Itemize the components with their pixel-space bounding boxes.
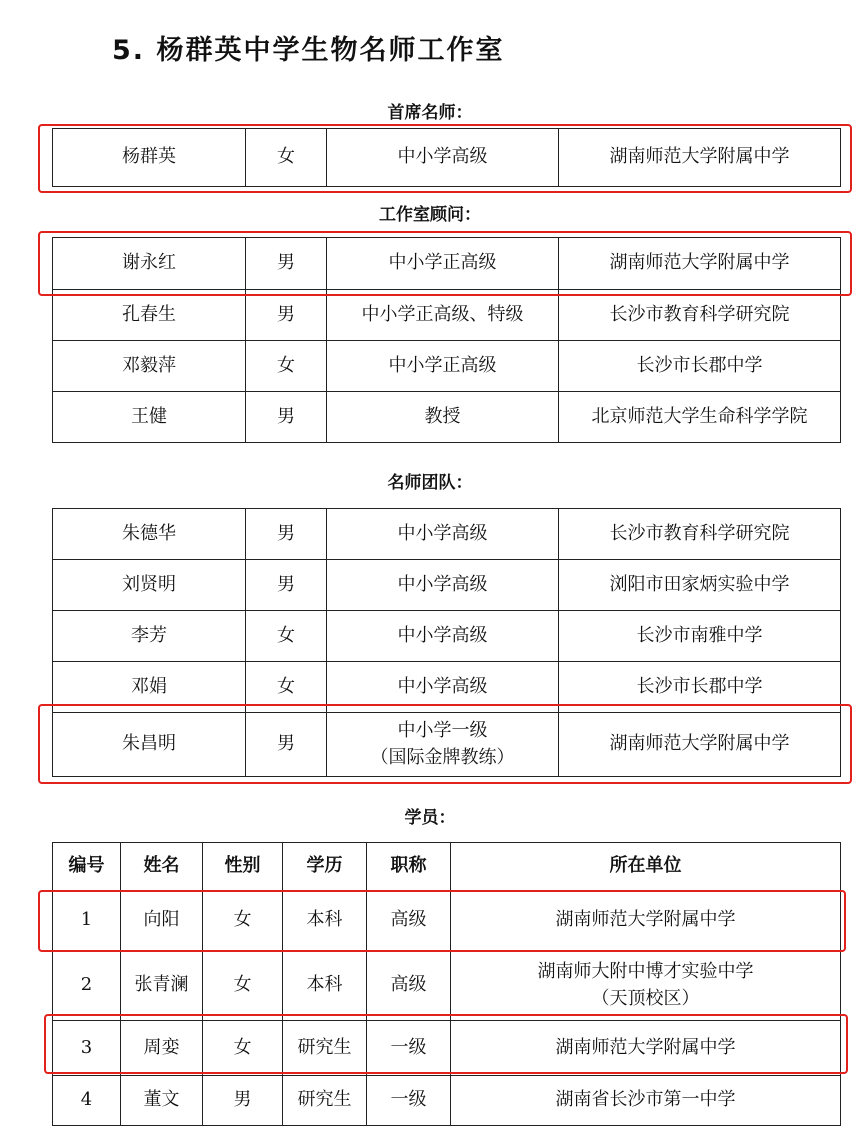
cell-gender: 男: [246, 560, 327, 611]
cell-title: 高级: [367, 951, 451, 1021]
cell-edu: 本科: [283, 891, 367, 951]
cell-edu: 研究生: [283, 1076, 367, 1126]
table-row: [53, 611, 841, 662]
cell-title: 中小学正高级、特级: [327, 290, 559, 341]
cell-unit: [451, 951, 841, 1021]
cell-name: 刘贤明: [53, 560, 246, 611]
cell-name: 朱昌明: [53, 713, 246, 777]
cell-gender: 男: [246, 238, 327, 290]
students-table: [52, 842, 841, 1126]
cell-name: 董文: [121, 1076, 203, 1126]
cell-unit: 北京师范大学生命科学学院: [559, 392, 841, 443]
table-row: [53, 392, 841, 443]
cell-title: 一级: [367, 1021, 451, 1076]
header-gender: 性别: [203, 843, 283, 891]
cell-name: 杨群英: [53, 129, 246, 187]
table-row: [53, 509, 841, 560]
cell-no: 4: [53, 1076, 121, 1126]
cell-gender: 女: [246, 341, 327, 392]
section-heading-team: 名师团队：: [387, 473, 473, 493]
cell-gender: 女: [246, 129, 327, 187]
cell-name: 朱德华: [53, 509, 246, 560]
cell-name: 向阳: [121, 891, 203, 951]
cell-unit: 湖南师范大学附属中学: [451, 1021, 841, 1076]
cell-title: 一级: [367, 1076, 451, 1126]
cell-title: 高级: [367, 891, 451, 951]
header-edu: 学历: [283, 843, 367, 891]
cell-name: 周娈: [121, 1021, 203, 1076]
cell-gender: 女: [203, 951, 283, 1021]
cell-name: 王健: [53, 392, 246, 443]
cell-unit: 湖南省长沙市第一中学: [451, 1076, 841, 1126]
table-header-row: [53, 843, 841, 891]
table-row: [53, 1076, 841, 1126]
cell-title: 中小学高级: [327, 560, 559, 611]
cell-unit-note: （天顶校区）: [591, 987, 700, 1009]
section-heading-students: 学员：: [404, 808, 456, 828]
cell-gender: 女: [246, 611, 327, 662]
chief-table: [52, 128, 841, 187]
cell-name: 谢永红: [53, 238, 246, 290]
cell-title: 中小学高级: [327, 509, 559, 560]
table-row: [53, 290, 841, 341]
header-unit: 所在单位: [451, 843, 841, 891]
cell-title: 中小学正高级: [327, 238, 559, 290]
cell-title: 中小学高级: [327, 611, 559, 662]
cell-unit: 浏阳市田家炳实验中学: [559, 560, 841, 611]
cell-title: 教授: [327, 392, 559, 443]
cell-gender: 女: [203, 1021, 283, 1076]
cell-gender: 男: [246, 713, 327, 777]
cell-edu: 研究生: [283, 1021, 367, 1076]
header-no: 编号: [53, 843, 121, 891]
cell-no: 1: [53, 891, 121, 951]
cell-name: 邓娟: [53, 662, 246, 713]
cell-name: 李芳: [53, 611, 246, 662]
section-heading-advisors: 工作室顾问：: [379, 205, 481, 225]
cell-gender: 男: [246, 509, 327, 560]
cell-unit: 长沙市长郡中学: [559, 341, 841, 392]
cell-gender: 男: [203, 1076, 283, 1126]
cell-unit: 湖南师范大学附属中学: [451, 891, 841, 951]
cell-title-note: （国际金牌教练）: [370, 746, 515, 768]
table-row: [53, 951, 841, 1021]
cell-gender: 女: [246, 662, 327, 713]
table-row: [53, 129, 841, 187]
cell-title-main: 中小学一级: [397, 720, 488, 742]
cell-title: 中小学正高级: [327, 341, 559, 392]
cell-unit: 长沙市南雅中学: [559, 611, 841, 662]
header-title: 职称: [367, 843, 451, 891]
table-row: [53, 891, 841, 951]
cell-name: 张青澜: [121, 951, 203, 1021]
cell-gender: 男: [246, 392, 327, 443]
cell-unit: 长沙市教育科学研究院: [559, 290, 841, 341]
cell-unit: 湖南师范大学附属中学: [559, 713, 841, 777]
cell-title: 中小学高级: [327, 129, 559, 187]
team-table: [52, 508, 841, 777]
table-row: [53, 662, 841, 713]
table-row: [53, 341, 841, 392]
document-title: 5. 杨群英中学生物名师工作室: [112, 35, 505, 66]
table-row: [53, 560, 841, 611]
cell-no: 2: [53, 951, 121, 1021]
cell-edu: 本科: [283, 951, 367, 1021]
cell-title: [327, 713, 559, 777]
cell-unit-main: 湖南师大附中博才实验中学: [537, 961, 754, 983]
cell-name: 孔春生: [53, 290, 246, 341]
section-heading-chief: 首席名师：: [387, 103, 473, 123]
cell-gender: 男: [246, 290, 327, 341]
cell-unit: 长沙市教育科学研究院: [559, 509, 841, 560]
cell-name: 邓毅萍: [53, 341, 246, 392]
cell-no: 3: [53, 1021, 121, 1076]
cell-gender: 女: [203, 891, 283, 951]
table-row: [53, 1021, 841, 1076]
table-row: [53, 713, 841, 777]
cell-unit: 湖南师范大学附属中学: [559, 238, 841, 290]
cell-title: 中小学高级: [327, 662, 559, 713]
cell-unit: 长沙市长郡中学: [559, 662, 841, 713]
advisors-table: [52, 237, 841, 443]
cell-unit: 湖南师范大学附属中学: [559, 129, 841, 187]
table-row: [53, 238, 841, 290]
header-name: 姓名: [121, 843, 203, 891]
